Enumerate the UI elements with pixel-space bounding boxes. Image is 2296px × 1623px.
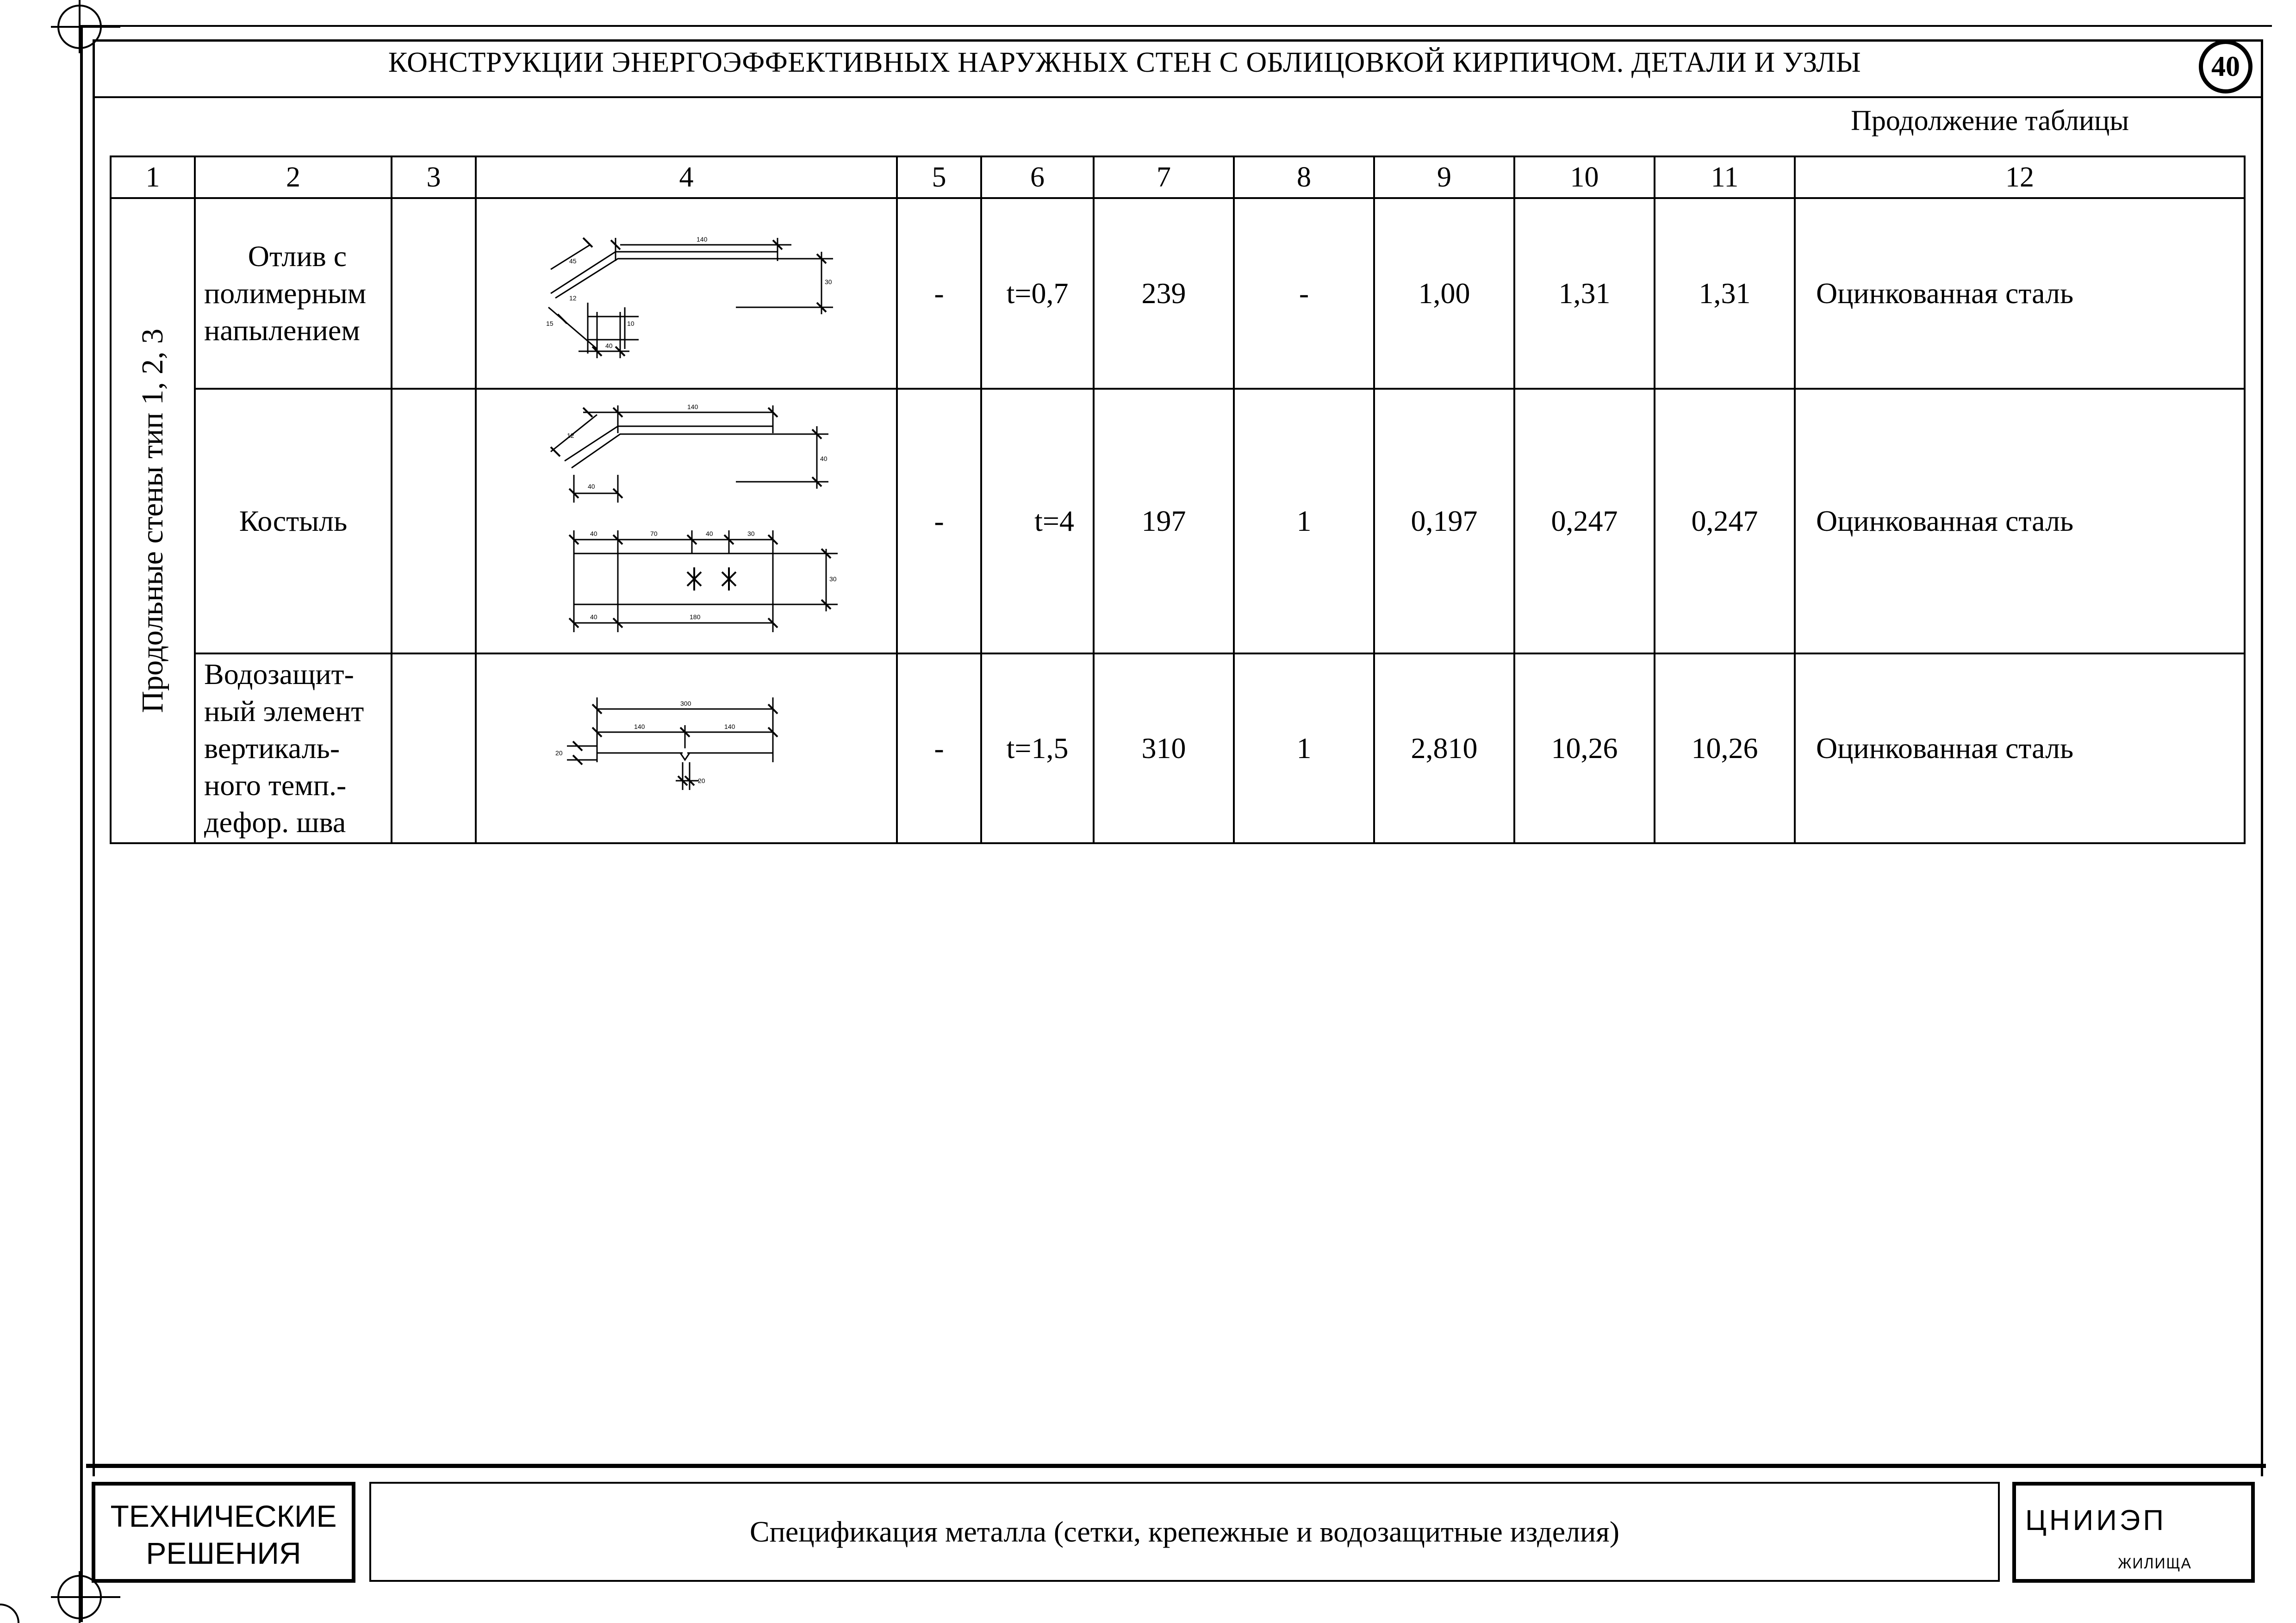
- dimension-label: 300: [680, 700, 691, 707]
- table-row: [111, 198, 2245, 389]
- sketch-cell: [476, 389, 897, 653]
- item-name-cell: [195, 653, 392, 843]
- dimension-label: 30: [747, 530, 755, 537]
- cell-c11: 10,26: [1655, 653, 1795, 843]
- empty-cell: [392, 389, 476, 653]
- item-name-line: вертикаль-: [204, 732, 340, 765]
- stamp-sheet-title: [369, 1482, 2000, 1582]
- dimension-label: 180: [690, 613, 701, 621]
- dimension-label: 140: [724, 723, 735, 730]
- dimension-label: 70: [650, 530, 658, 537]
- material-cell: Оцинкованная сталь: [1795, 389, 2245, 653]
- logo-main-text: ЦНИИЭП: [2025, 1505, 2166, 1536]
- cell-thickness: t=1,5: [981, 653, 1094, 843]
- dimension-label: 12: [569, 294, 577, 302]
- cell-c10: 1,31: [1514, 198, 1655, 389]
- column-header: 2: [195, 156, 392, 198]
- cell-c8: -: [1234, 198, 1374, 389]
- item-name-line: Костыль: [239, 504, 348, 537]
- column-header: 4: [476, 156, 897, 198]
- cell-c11: 0,247: [1655, 389, 1795, 653]
- cell-c8: 1: [1234, 653, 1374, 843]
- cell-c5: -: [897, 653, 981, 843]
- item-name-line: Водозащит-: [204, 658, 354, 690]
- item-name-cell: [195, 389, 392, 653]
- column-header: 9: [1374, 156, 1514, 198]
- logo-sub-text: ЖИЛИЩА: [2118, 1555, 2192, 1572]
- flashing-sketch: [477, 201, 893, 386]
- column-header: 1: [111, 156, 195, 198]
- empty-cell: [392, 198, 476, 389]
- registration-mark-corner: [0, 1592, 23, 1623]
- waterproof-element-sketch: [477, 656, 893, 841]
- dimension-label: 15: [546, 320, 554, 327]
- sketch-cell: [476, 198, 897, 389]
- dimension-label: 40: [706, 530, 713, 537]
- column-header: 5: [897, 156, 981, 198]
- table-row: [111, 389, 2245, 653]
- cell-thickness: t=4: [981, 389, 1094, 653]
- group-label: Продольные стены тип 1, 2, 3: [136, 328, 169, 713]
- dimension-label: 40: [590, 530, 597, 537]
- dimension-label: 140: [687, 403, 698, 410]
- item-name-line: ного темп.-: [204, 769, 347, 802]
- stamp-left-line2: РЕШЕНИЯ: [146, 1536, 301, 1570]
- cell-c5: -: [897, 389, 981, 653]
- cell-c10: 0,247: [1514, 389, 1655, 653]
- dimension-label: 40: [605, 342, 613, 349]
- dimension-label: 140: [634, 723, 645, 730]
- dimension-label: 140: [697, 236, 708, 243]
- item-name-line: напылением: [204, 314, 360, 347]
- dimension-label: 20: [698, 777, 705, 784]
- column-header: 12: [1795, 156, 2245, 198]
- column-header: 6: [981, 156, 1094, 198]
- dimension-label: 40: [588, 483, 595, 490]
- item-name-line: Отлив с: [248, 240, 347, 273]
- cell-c11: 1,31: [1655, 198, 1795, 389]
- table-header-row: [111, 156, 2245, 198]
- dimension-label: 20: [555, 749, 563, 757]
- dimension-label: 12: [567, 432, 574, 439]
- item-name-line: дефор. шва: [204, 806, 346, 839]
- page-number-badge: 40: [2199, 40, 2252, 93]
- title-divider: [93, 96, 2263, 98]
- column-header: 7: [1094, 156, 1234, 198]
- dimension-label: 30: [825, 278, 832, 286]
- stamp-technical-solutions: [92, 1482, 355, 1583]
- cell-c9: 0,197: [1374, 389, 1514, 653]
- stamp-left-line1: ТЕХНИЧЕСКИЕ: [110, 1499, 337, 1533]
- dimension-label: 10: [627, 320, 635, 327]
- dimension-label: 45: [569, 257, 577, 265]
- item-name-cell: [195, 198, 392, 389]
- dimension-label: 30: [829, 575, 837, 583]
- dimension-label: 40: [820, 455, 828, 462]
- footer-divider: [86, 1464, 2266, 1468]
- organization-logo: [2012, 1482, 2255, 1583]
- cell-c10: 10,26: [1514, 653, 1655, 843]
- cell-c7: 310: [1094, 653, 1234, 843]
- column-header: 3: [392, 156, 476, 198]
- cell-thickness: t=0,7: [981, 198, 1094, 389]
- table-row: [111, 653, 2245, 843]
- cell-c5: -: [897, 198, 981, 389]
- item-name-line: ный элемент: [204, 695, 364, 728]
- sketch-cell: [476, 653, 897, 843]
- item-name-line: полимерным: [204, 277, 367, 310]
- cell-c8: 1: [1234, 389, 1374, 653]
- column-header: 8: [1234, 156, 1374, 198]
- bracket-sketch: [477, 392, 893, 651]
- column-header: 10: [1514, 156, 1655, 198]
- material-cell: Оцинкованная сталь: [1795, 198, 2245, 389]
- dimension-label: 40: [590, 613, 597, 621]
- metal-spec-table: [110, 155, 2246, 844]
- cell-c9: 1,00: [1374, 198, 1514, 389]
- continuation-label: Продолжение таблицы: [1851, 105, 2129, 137]
- cell-c9: 2,810: [1374, 653, 1514, 843]
- material-cell: Оцинкованная сталь: [1795, 653, 2245, 843]
- group-label-cell: [111, 198, 195, 843]
- page-title: КОНСТРУКЦИИ ЭНЕРГОЭФФЕКТИВНЫХ НАРУЖНЫХ СТЕН С ОБЛИЦОВКОЙ КИРПИЧОМ. ДЕТАЛИ И УЗЛЫ: [388, 47, 1861, 78]
- cell-c7: 239: [1094, 198, 1234, 389]
- cell-c7: 197: [1094, 389, 1234, 653]
- sheet-caption: Спецификация металла (сетки, крепежные и водозащитные изделия): [749, 1515, 1620, 1548]
- empty-cell: [392, 653, 476, 843]
- column-header: 11: [1655, 156, 1795, 198]
